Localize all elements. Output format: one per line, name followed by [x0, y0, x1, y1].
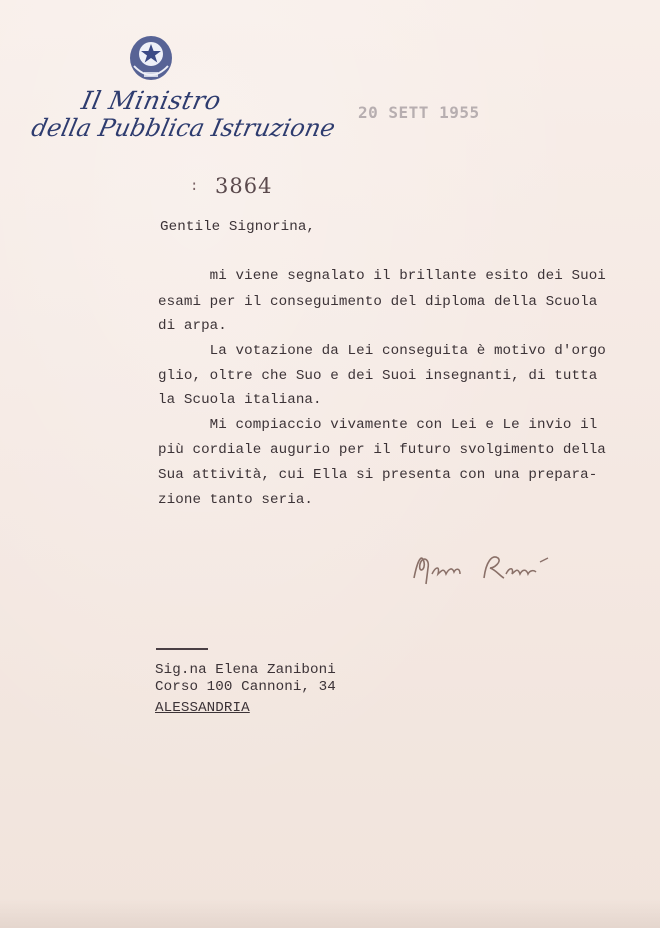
body-line-8: più cordiale augurio per il futuro svolgimento della: [158, 442, 606, 458]
body-line-4: La votazione da Lei conseguita è motivo d'orgo: [158, 343, 606, 359]
body-line-5: glio, oltre che Suo e dei Suoi insegnanti, di tutta: [158, 368, 598, 384]
body-line-10: zione tanto seria.: [158, 492, 314, 508]
italian-republic-emblem-icon: [128, 32, 174, 82]
paper-bottom-edge: [0, 898, 660, 928]
body-line-6: la Scuola italiana.: [158, 392, 322, 408]
ministry-title-line2: della Pubblica Istruzione: [29, 114, 338, 142]
protocol-colon: :: [190, 178, 199, 194]
body-line-2: esami per il conseguimento del diploma della Scuola: [158, 294, 598, 310]
body-line-7: Mi compiaccio vivamente con Lei e Le invio il: [158, 417, 598, 433]
address-city: ALESSANDRIA: [155, 700, 250, 716]
address-street: Corso 100 Cannoni, 34: [155, 679, 336, 695]
ministry-title-line1: Il Ministro: [78, 86, 224, 115]
body-line-1: mi viene segnalato il brillante esito dei Suoi: [158, 268, 606, 284]
protocol-number: 3864: [215, 174, 273, 198]
salutation: Gentile Signorina,: [160, 219, 316, 235]
body-line-9: Sua attività, cui Ella si presenta con una prepara-: [158, 467, 598, 483]
date-stamp: 20 SETT 1955: [358, 103, 480, 122]
handwritten-signature: [408, 548, 558, 590]
separator-line: [156, 648, 208, 650]
address-name: Sig.na Elena Zaniboni: [155, 662, 336, 678]
body-line-3: di arpa.: [158, 318, 227, 334]
